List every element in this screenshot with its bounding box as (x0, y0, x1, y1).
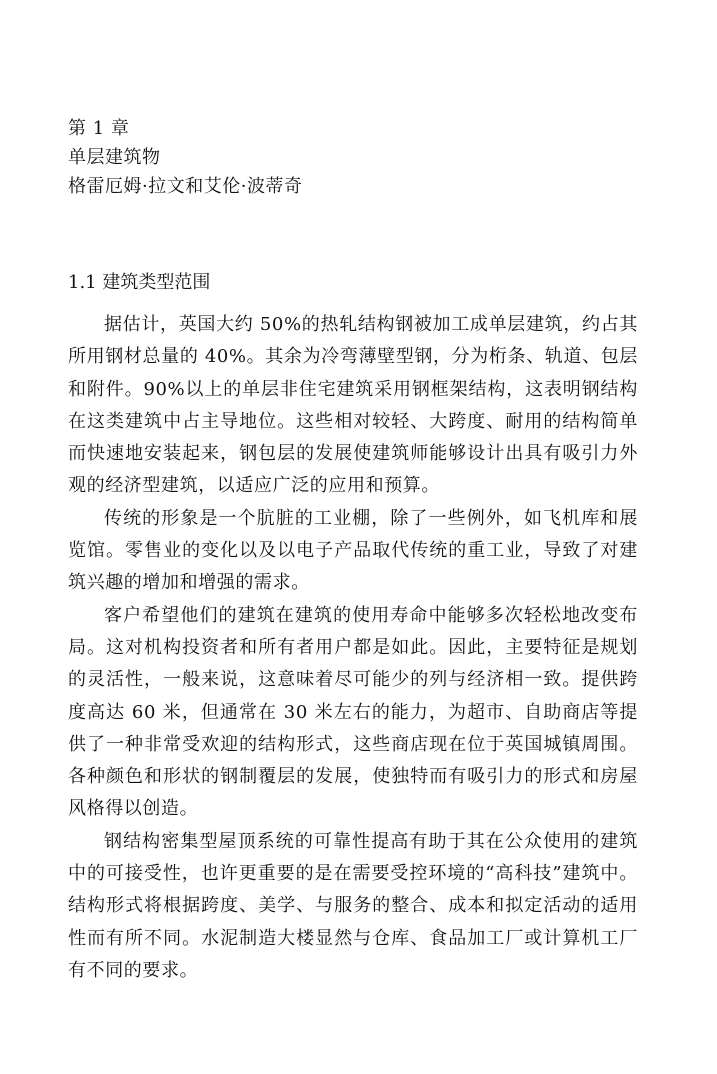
chapter-authors: 格雷厄姆·拉文和艾伦·波蒂奇 (68, 176, 303, 197)
body-text (68, 309, 638, 987)
paragraph-2: 传统的形象是一个肮脏的工业棚，除了一些例外，如飞机库和展览馆。零售业的变化以及以电子产品取代传统的重工业，导致了对建筑兴趣的增加和增强的需求。 (68, 507, 638, 594)
chapter-header (68, 114, 648, 201)
chapter-title: 单层建筑物 (68, 147, 161, 168)
paragraph-4: 钢结构密集型屋顶系统的可靠性提高有助于其在公众使用的建筑中的可接受性，也许更重要的是在需要受控环境的“高科技”建筑中。结构形式将根据跨度、美学、与服务的整合、成本和拟定活动的适用性而有所不同。水泥制造大楼显然与仓库、食品加工厂或计算机工厂有不同的要求。 (68, 830, 638, 981)
paragraph-3: 客户希望他们的建筑在建筑的使用寿命中能够多次轻松地改变布局。这对机构投资者和所有者用户都是如此。因此，主要特征是规划的灵活性，一般来说，这意味着尽可能少的列与经济相一致。提供跨度高达 60 米，但通常在 30 米左右的能力，为超市、自助商店等提供了一种非常受欢迎的结构形式，这些商店现在位于英国城镇周围。各种颜色和形状的钢制覆层的发展，使独特而有吸引力的形式和房屋风格得以创造。 (68, 604, 638, 820)
section-heading: 1.1 建筑类型范围 (68, 272, 211, 293)
paragraph-1: 据估计，英国大约 50%的热轧结构钢被加工成单层建筑，约占其所用钢材总量的 40%。其余为冷弯薄壁型钢，分为桁条、轨道、包层和附件。90%以上的单层非住宅建筑采用钢框架结构，这表明钢结构在这类建筑中占主导地位。这些相对较轻、大跨度、耐用的结构简单而快速地安装起来，钢包层的发展使建筑师能够设计出具有吸引力外观的经济型建筑，以适应广泛的应用和预算。 (68, 314, 638, 497)
chapter-number: 第 1 章 (68, 118, 130, 139)
